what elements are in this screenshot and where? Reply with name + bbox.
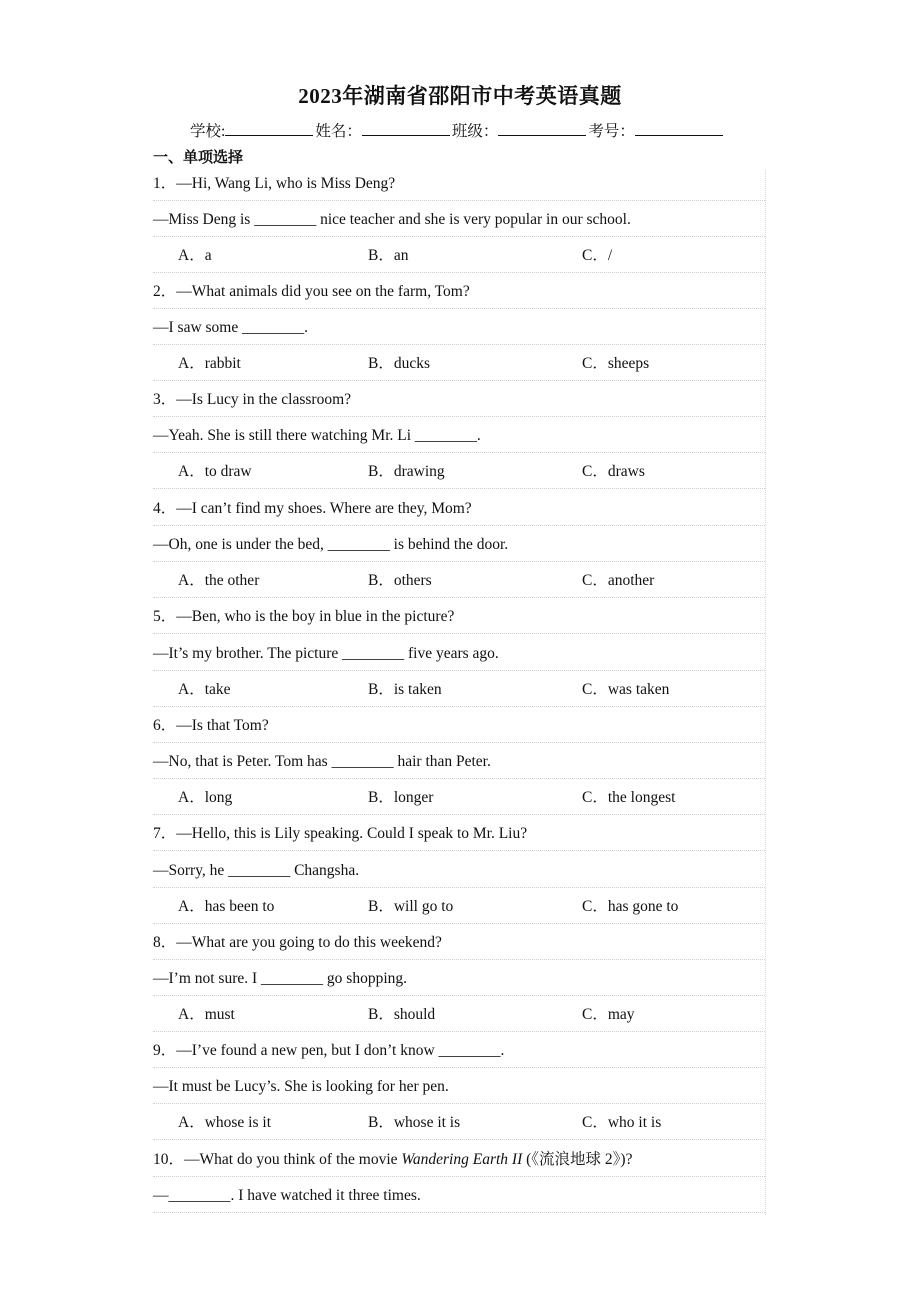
school-label: 学校: bbox=[190, 123, 226, 140]
question-6-response: —No, that is Peter. Tom has ________ hair than Peter. bbox=[153, 749, 765, 775]
question-5-option-b[interactable]: B．is taken bbox=[368, 681, 442, 698]
name-label: 姓名： bbox=[315, 123, 362, 140]
class-label: 班级： bbox=[451, 123, 499, 140]
student-info-row bbox=[190, 119, 725, 141]
question-1-option-a[interactable]: A．a bbox=[178, 247, 212, 264]
question-4-response: —Oh, one is under the bed, ________ is behind the door. bbox=[153, 532, 765, 558]
question-4-option-a[interactable]: A．the other bbox=[178, 572, 260, 589]
question-3-option-a[interactable]: A．to draw bbox=[178, 463, 252, 480]
question-3-option-c[interactable]: C．draws bbox=[582, 463, 645, 480]
id-blank[interactable] bbox=[635, 121, 723, 136]
question-8-option-a[interactable]: A．must bbox=[178, 1006, 235, 1023]
question-2-options bbox=[153, 351, 765, 377]
question-7-response: —Sorry, he ________ Changsha. bbox=[153, 858, 765, 884]
section-title: 一、单项选择 bbox=[153, 150, 244, 166]
question-2-prompt: 2．—What animals did you see on the farm, Tom? bbox=[153, 279, 765, 305]
question-5-option-c[interactable]: C．was taken bbox=[582, 681, 670, 698]
question-2-option-a[interactable]: A．rabbit bbox=[178, 355, 241, 372]
question-1-option-b[interactable]: B．an bbox=[368, 247, 409, 264]
question-8-response: —I’m not sure. I ________ go shopping. bbox=[153, 966, 765, 992]
question-3-options bbox=[153, 459, 765, 485]
school-blank[interactable] bbox=[225, 121, 313, 136]
question-9-prompt: 9．—I’ve found a new pen, but I don’t know ________. bbox=[153, 1038, 765, 1064]
frame-border-right bbox=[765, 170, 766, 1215]
question-6-option-a[interactable]: A．long bbox=[178, 789, 233, 806]
question-6-options bbox=[153, 785, 765, 811]
question-5-options bbox=[153, 677, 765, 703]
question-2-option-c[interactable]: C．sheeps bbox=[582, 355, 650, 372]
question-5-response: —It’s my brother. The picture ________ five years ago. bbox=[153, 641, 765, 667]
question-10-prefix: 10．—What do you think of the movie bbox=[153, 1151, 402, 1168]
question-7-prompt: 7．—Hello, this is Lily speaking. Could I speak to Mr. Liu? bbox=[153, 821, 765, 847]
question-6-prompt: 6．—Is that Tom? bbox=[153, 713, 765, 739]
question-2-response: —I saw some ________. bbox=[153, 315, 765, 341]
question-3-option-b[interactable]: B．drawing bbox=[368, 463, 445, 480]
question-10-prompt bbox=[153, 1147, 765, 1173]
movie-title: Wandering Earth II bbox=[401, 1151, 523, 1168]
question-1-option-c[interactable]: C．/ bbox=[582, 247, 613, 264]
question-9-options bbox=[153, 1110, 765, 1136]
question-8-options bbox=[153, 1002, 765, 1028]
question-4-prompt: 4．—I can’t find my shoes. Where are they, Mom? bbox=[153, 496, 765, 522]
question-2-option-b[interactable]: B．ducks bbox=[368, 355, 431, 372]
question-4-options bbox=[153, 568, 765, 594]
question-3-prompt: 3．—Is Lucy in the classroom? bbox=[153, 387, 765, 413]
class-blank[interactable] bbox=[498, 121, 586, 136]
question-6-option-c[interactable]: C．the longest bbox=[582, 789, 676, 806]
question-4-option-c[interactable]: C．another bbox=[582, 572, 655, 589]
question-7-option-a[interactable]: A．has been to bbox=[178, 898, 275, 915]
question-6-option-b[interactable]: B．longer bbox=[368, 789, 434, 806]
id-label: 考号： bbox=[588, 123, 635, 140]
question-5-prompt: 5．—Ben, who is the boy in blue in the picture? bbox=[153, 604, 765, 630]
question-10-response: —________. I have watched it three times. bbox=[153, 1183, 765, 1209]
page-title: 2023年湖南省邵阳市中考英语真题 bbox=[298, 84, 622, 108]
question-7-options bbox=[153, 894, 765, 920]
question-5-option-a[interactable]: A．take bbox=[178, 681, 231, 698]
question-9-option-c[interactable]: C．who it is bbox=[582, 1114, 662, 1131]
question-9-option-b[interactable]: B．whose it is bbox=[368, 1114, 461, 1131]
question-1-prompt: 1．—Hi, Wang Li, who is Miss Deng? bbox=[153, 171, 765, 197]
question-1-response: —Miss Deng is ________ nice teacher and she is very popular in our school. bbox=[153, 207, 765, 233]
question-7-option-b[interactable]: B．will go to bbox=[368, 898, 454, 915]
question-10-suffix: (《流浪地球 2》)? bbox=[522, 1151, 633, 1168]
question-3-response: —Yeah. She is still there watching Mr. Li ________. bbox=[153, 423, 765, 449]
name-blank[interactable] bbox=[362, 121, 450, 136]
question-9-option-a[interactable]: A．whose is it bbox=[178, 1114, 272, 1131]
question-4-option-b[interactable]: B．others bbox=[368, 572, 432, 589]
question-1-options bbox=[153, 243, 765, 269]
question-8-option-b[interactable]: B．should bbox=[368, 1006, 436, 1023]
question-9-response: —It must be Lucy’s. She is looking for her pen. bbox=[153, 1074, 765, 1100]
question-7-option-c[interactable]: C．has gone to bbox=[582, 898, 679, 915]
question-8-prompt: 8．—What are you going to do this weekend? bbox=[153, 930, 765, 956]
question-8-option-c[interactable]: C．may bbox=[582, 1006, 635, 1023]
